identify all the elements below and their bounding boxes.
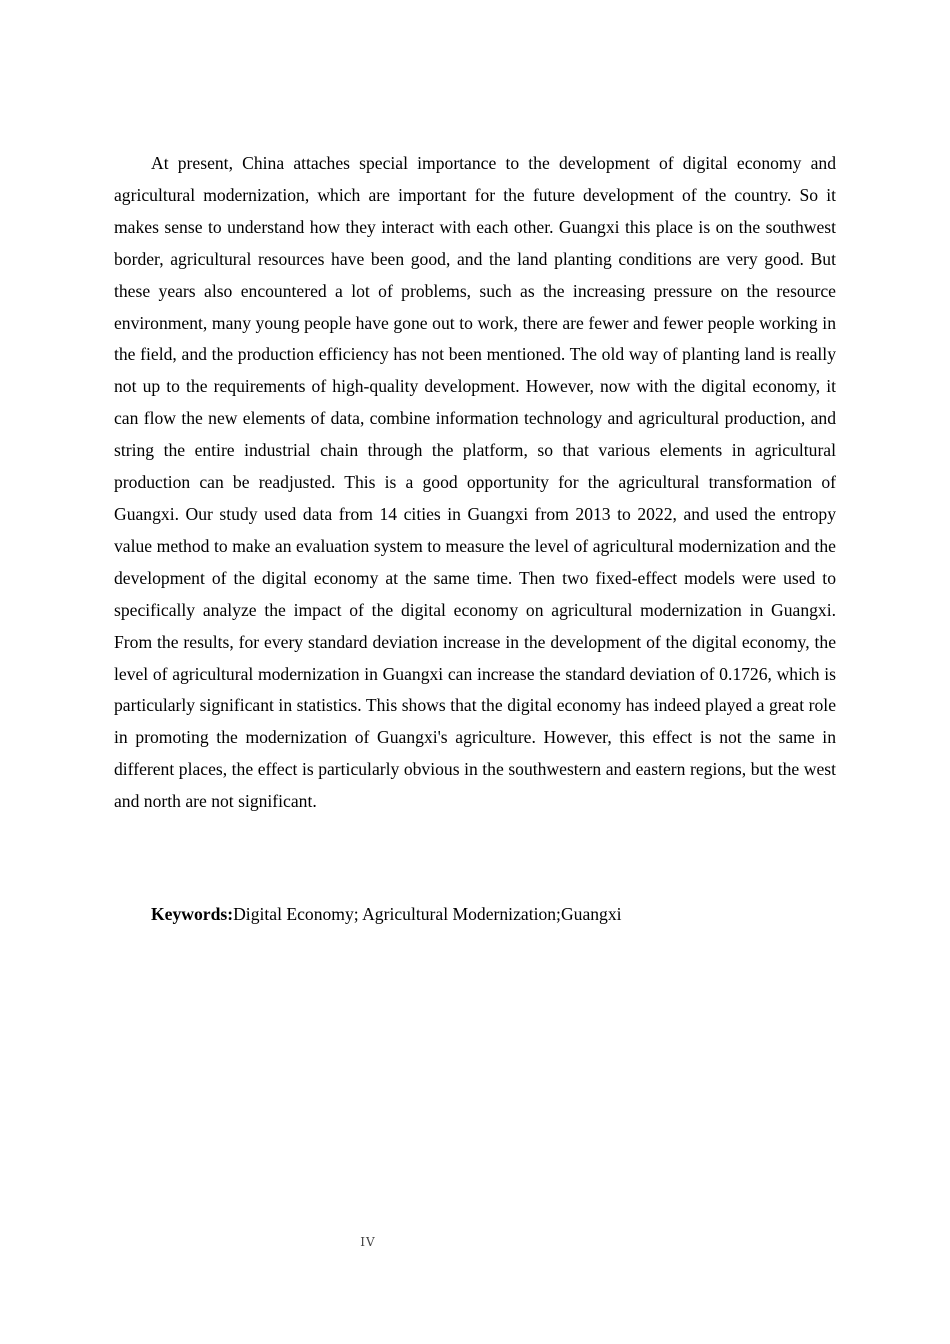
keywords-line [151,898,836,930]
abstract-paragraph: At present, China attaches special importance to the development of digital economy and agricultural modernization, which are important for the future development of the country. So it makes sense to understand how they interact with each other. Guangxi this place is on the southwest border, agricultural resources have been good, and the land planting conditions are very good. But these years also encountered a lot of problems, such as the increasing pressure on the resource environment, many young people have gone out to work, there are fewer and fewer people working in the field, and the production efficiency has not been mentioned. The old way of planting land is really not up to the requirements of high-quality development. However, now with the digital economy, it can flow the new elements of data, combine information technology and agricultural production, and string the entire industrial chain through the platform, so that various elements in agricultural production can be readjusted. This is a good opportunity for the agricultural transformation of Guangxi. Our study used data from 14 cities in Guangxi from 2013 to 2022, and used the entropy value method to make an evaluation system to measure the level of agricultural modernization and the development of the digital economy at the same time. Then two fixed-effect models were used to specifically analyze the impact of the digital economy on agricultural modernization in Guangxi. From the results, for every standard deviation increase in the development of the digital economy, the level of agricultural modernization in Guangxi can increase the standard deviation of 0.1726, which is particularly significant in statistics. This shows that the digital economy has indeed played a great role in promoting the modernization of Guangxi's agriculture. However, this effect is not the same in different places, the effect is particularly obvious in the southwestern and eastern regions, but the west and north are not significant. [114,153,836,812]
keywords-label: Keywords: [151,904,234,924]
page-number: IV [360,1235,376,1249]
keywords-text: Digital Economy; Agricultural Modernization;Guangxi [233,904,622,924]
